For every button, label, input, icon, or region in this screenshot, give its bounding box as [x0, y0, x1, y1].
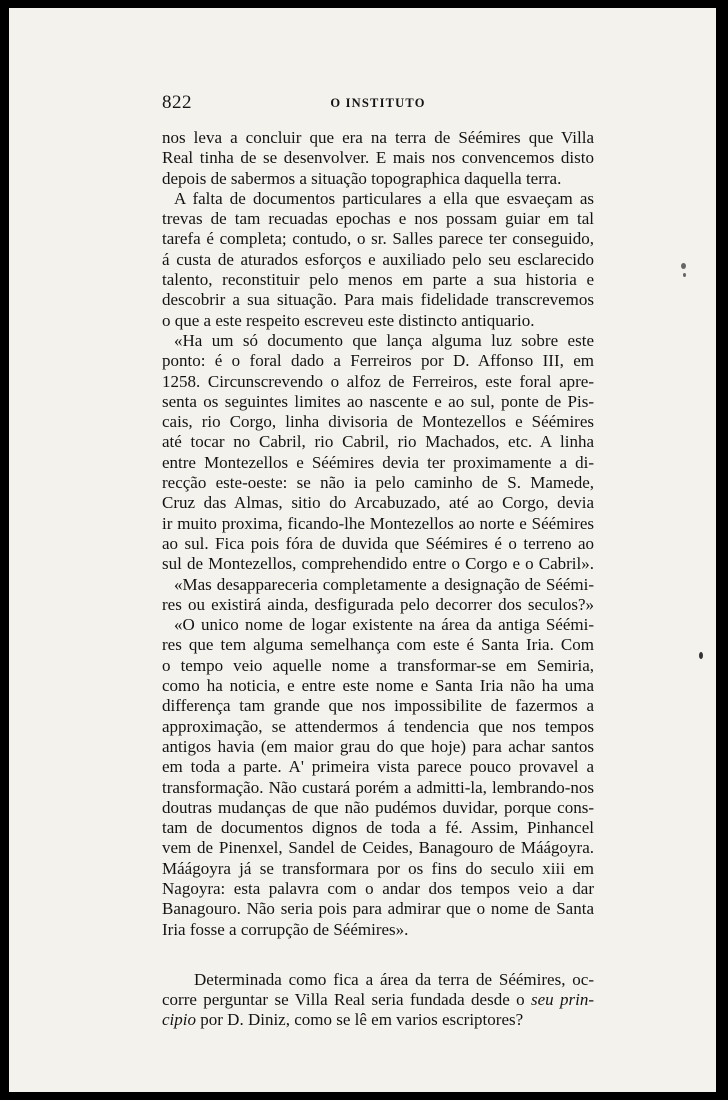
text-line: [162, 1010, 594, 1030]
text-line: «O unico nome de logar existente na área da antiga Séémi-: [174, 615, 594, 635]
text-line: res que tem alguma semelhança com este é Santa Iria. Com: [162, 635, 594, 655]
text-line: doutras mudanças de que não pudémos duvidar, porque cons-: [162, 797, 594, 817]
text-line: ao sul. Fica pois fóra de duvida que Séémires é o terreno ao: [162, 533, 594, 553]
text-line: Banagouro. Não seria pois para admirar que o nome de Santa: [162, 899, 594, 919]
text-line: em toda a parte. A' primeira vista parece pouco provavel a: [162, 757, 594, 777]
text-line: entre Montezellos e Séémires devia ter proximamente a di-: [162, 452, 594, 472]
text-line: antigos havia (em maior grau do que hoje) para achar santos: [162, 736, 594, 756]
text-line: Real tinha de se desenvolver. E mais nos convencemos disto: [162, 148, 594, 168]
text-line: [162, 990, 594, 1010]
text-line: cais, rio Corgo, linha divisoria de Montezellos e Séémires: [162, 412, 594, 432]
paper-speck: [699, 652, 703, 659]
text-line: tarefa é completa; contudo, o sr. Salles parece ter conseguido,: [162, 229, 594, 249]
text-segment: corre perguntar se Villa Real seria fundada desde o: [162, 990, 525, 1010]
text-line: senta os seguintes limites ao nascente e ao sul, ponte de Pis-: [162, 391, 594, 411]
text-line: approximação, se attendermos á tendencia que nos tempos: [162, 716, 594, 736]
italic-text: seu prin-: [530, 990, 594, 1010]
text-line: sul de Montezellos, comprehendido entre o Corgo e o Cabril».: [162, 554, 594, 574]
paper-speck: [681, 263, 686, 269]
text-line: até tocar no Cabril, rio Cabril, rio Machados, etc. A linha: [162, 432, 594, 452]
text-line: ponto: é o foral dado a Ferreiros por D. Affonso III, em: [162, 351, 594, 371]
text-segment: por D. Diniz, como se lê em varios escriptores?: [196, 1010, 524, 1030]
book-page: [9, 8, 716, 1092]
text-line: 1258. Circunscrevendo o alfoz de Ferreiros, este foral apre-: [162, 371, 594, 391]
text-line: talento, reconstituir pelo menos em parte a sua historia e: [162, 270, 594, 290]
text-line: como ha noticia, e entre este nome e Santa Iria não ha uma: [162, 676, 594, 696]
text-line: A falta de documentos particulares a ella que esvaeçam as: [174, 188, 594, 208]
italic-text: cipio: [162, 1010, 196, 1030]
text-line: recção este-oeste: se não ia pelo caminho de S. Mamede,: [162, 473, 594, 493]
text-line: nos leva a concluir que era na terra de Séémires que Villa: [162, 128, 594, 147]
text-line: Iria fosse a corrupção de Séémires».: [162, 919, 409, 939]
text-line: differença tam grande que nos impossibilite de fazermos a: [162, 696, 594, 716]
text-line: Nagoyra: esta palavra com o andar dos tempos veio a dar: [162, 878, 594, 898]
text-line: o que a este respeito escreveu este distincto antiquario.: [162, 310, 535, 330]
running-title: O INSTITUTO: [330, 96, 426, 110]
text-line: transformação. Não custará porém a admitti-la, lembrando-nos: [162, 777, 594, 797]
text-line: res ou existirá ainda, desfigurada pelo decorrer dos seculos?»: [162, 594, 594, 614]
text-line: á custa de aturados esforços e auxiliado pelo seu esclarecido: [162, 249, 594, 269]
text-line: «Mas desappareceria completamente a designação de Séémi-: [174, 574, 594, 594]
text-line: Determinada como fica a área da terra de Séémires, oc-: [194, 969, 594, 989]
text-line: descobrir a sua situação. Para mais fidelidade transcrevemos: [162, 290, 594, 310]
text-line: vem de Pinenxel, Sandel de Ceides, Banagouro de Máágoyra.: [162, 838, 594, 858]
paper-speck: [683, 273, 686, 277]
text-line: ir muito proxima, ficando-lhe Montezellos ao norte e Séémires: [162, 513, 594, 533]
text-line: trevas de tam recuadas epochas e nos possam guiar em tal: [162, 209, 594, 229]
text-line: Cruz das Almas, sitio do Arcabuzado, até ao Corgo, devia: [162, 493, 594, 513]
text-line: tam de documentos dignos de toda a fé. Assim, Pinhancel: [162, 818, 594, 838]
text-line: depois de sabermos a situação topographica daquella terra.: [162, 168, 562, 188]
text-line: «Ha um só documento que lança alguma luz sobre este: [174, 330, 594, 350]
paragraph-gap: [162, 940, 594, 970]
page-number: 822: [162, 92, 192, 113]
text-line: Máágoyra já se transformara por os fins do seculo xiii em: [162, 858, 594, 878]
text-line: o tempo veio aquelle nome a transformar-se em Semiria,: [162, 655, 594, 675]
page-header: [162, 92, 594, 116]
body-text: [162, 128, 594, 1031]
